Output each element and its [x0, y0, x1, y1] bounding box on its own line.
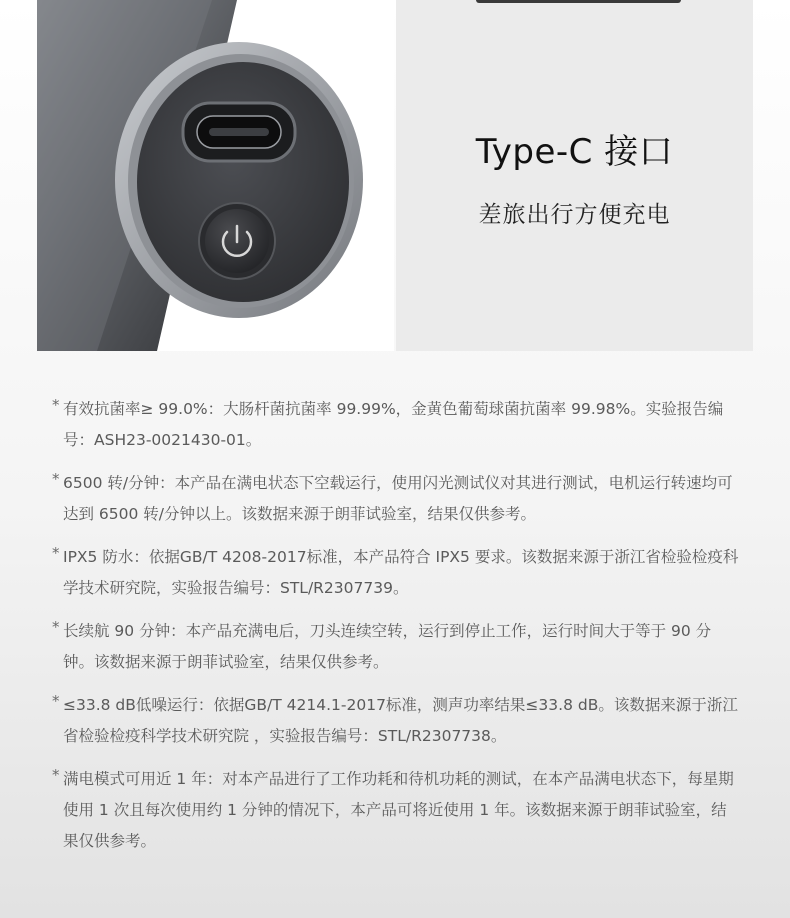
- footnote-item: [52, 690, 742, 752]
- power-button-icon: [199, 203, 275, 279]
- footnote-item: [52, 468, 742, 530]
- footnote-text: 满电模式可用近 1 年：对本产品进行了工作功耗和待机功耗的测试，在本产品满电状态下，每星期使用 1 次且每次使用约 1 分钟的情况下，本产品可将近使用 1 年。该数据来源于朗菲试验室，结果仅供参考。: [63, 770, 734, 850]
- top-accent-bar: [476, 0, 681, 3]
- feature-subtitle: 差旅出行方便充电: [478, 202, 671, 228]
- footnote-item: [52, 764, 742, 857]
- footnote-text: 长续航 90 分钟：本产品充满电后，刀头连续空转，运行到停止工作，运行时间大于等于 90 分钟。该数据来源于朗菲试验室，结果仅供参考。: [63, 622, 712, 671]
- footnote-text: 6500 转/分钟：本产品在满电状态下空载运行，使用闪光测试仪对其进行测试，电机运行转速均可达到 6500 转/分钟以上。该数据来源于朗菲试验室，结果仅供参考。: [63, 474, 733, 523]
- shaver-base-illustration: [37, 0, 394, 351]
- footnote-text: 有效抗菌率≥ 99.0%：大肠杆菌抗菌率 99.99%，金黄色葡萄球菌抗菌率 99.98%。实验报告编号：ASH23-0021430-01。: [63, 400, 724, 449]
- footnote-marker: *: [52, 396, 60, 414]
- footnote-marker: *: [52, 470, 60, 488]
- footnote-marker: *: [52, 544, 60, 562]
- product-image: [37, 0, 394, 351]
- footnote-marker: *: [52, 618, 60, 636]
- footnotes-list: [52, 394, 742, 869]
- footnote-text: IPX5 防水：依据GB/T 4208-2017标准，本产品符合 IPX5 要求。该数据来源于浙江省检验检疫科学技术研究院，实验报告编号：STL/R2307739。: [63, 548, 739, 597]
- footnote-item: [52, 616, 742, 678]
- footnote-item: [52, 394, 742, 456]
- feature-title: Type-C 接口: [475, 132, 674, 172]
- type-c-port-icon: [183, 103, 295, 161]
- feature-panel: [396, 0, 753, 351]
- footnote-marker: *: [52, 766, 60, 784]
- footnote-marker: *: [52, 692, 60, 710]
- footnote-text: ≤33.8 dB低噪运行：依据GB/T 4214.1-2017标准，测声功率结果≤33.8 dB。该数据来源于浙江省检验检疫科学技术研究院 ，实验报告编号：STL/R2307738。: [63, 696, 738, 745]
- footnote-item: [52, 542, 742, 604]
